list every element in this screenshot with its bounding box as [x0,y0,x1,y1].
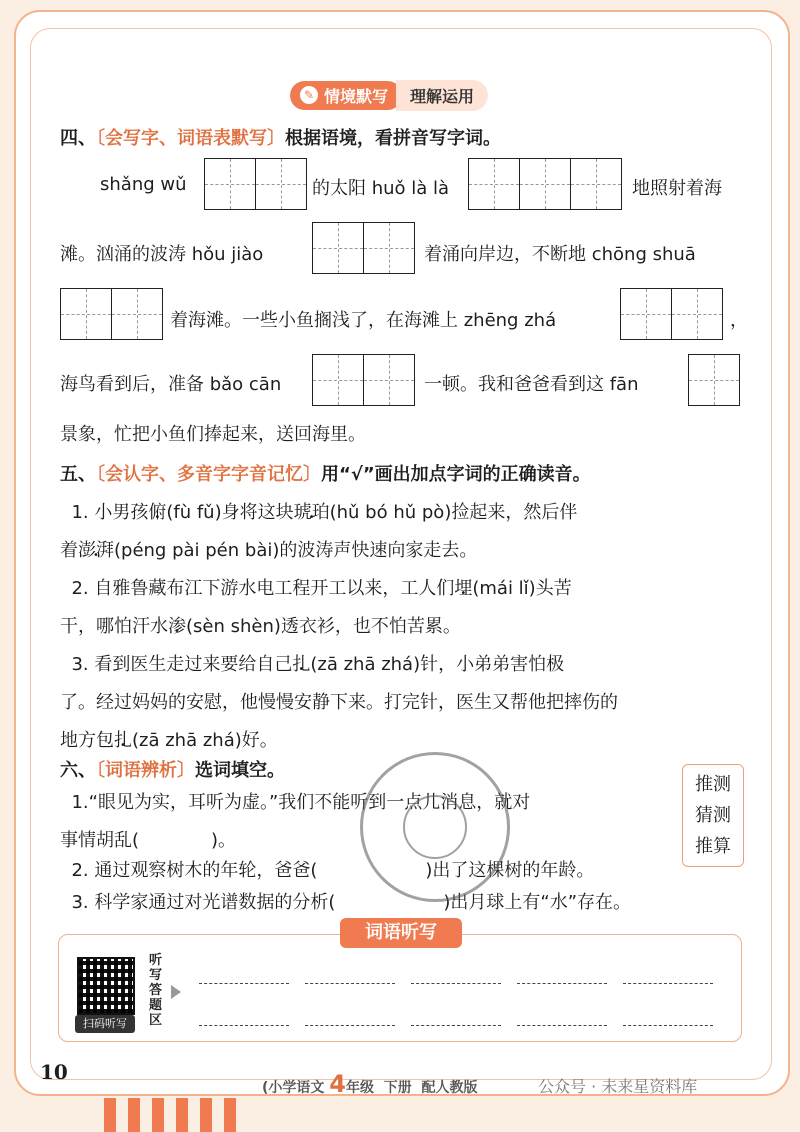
q4-text-8: 一顿。我和爸爸看到这 fān [424,374,639,395]
pinyin-options[interactable]: (zā zhā zhá)针，小弟弟害怕极 [310,654,565,675]
answer-grid[interactable] [468,158,622,210]
fill-blank[interactable]: 3. 科学家通过对光谱数据的分析( )出月球上有“水”存在。 [71,892,632,913]
text: 了。经过妈妈的安慰，他慢慢安静下来。打完针，医生又帮他把摔伤的 [60,692,618,713]
grade-number: 4 [329,1070,346,1098]
page-number: 10 [40,1060,68,1084]
dictation-area-label: 听写答题区 [149,953,163,1028]
book-info: (小学语文 4年级 下册 配人教版 [262,1070,478,1098]
q5-item-3 [60,646,740,760]
q4-text-7: 海鸟看到后，准备 bǎo cān [60,374,282,395]
text: 1.“眼见为实，耳听为虚。”我们不能听到一点儿消息，就对 [71,792,531,813]
q6-title [60,756,285,782]
q5-item-2 [60,570,740,646]
dotted-char: 渗 [168,616,186,637]
answer-line[interactable] [623,1025,713,1026]
watermark: 公众号 · 未来星资料库 [538,1077,698,1096]
arrow-right-icon [171,985,181,999]
answer-line[interactable] [199,983,289,984]
q4-text-4: 着涌向岸边，不断地 chōng shuā [424,244,696,265]
fill-blank[interactable]: 事情胡乱( )。 [60,830,237,851]
dotted-word: 琥珀 [293,502,330,523]
pinyin-options[interactable]: (péng pài pén bài)的波涛声快速向家走去。 [114,540,478,561]
answer-line[interactable] [517,1025,607,1026]
word-choices-box [682,764,744,867]
answer-grid[interactable] [204,158,307,210]
section-header [290,80,488,110]
pencil-icon: ✎ [300,86,318,104]
pinyin-options[interactable]: (zā zhā zhá)好。 [132,730,278,751]
q5-number: 五、 [60,464,96,485]
q5-item-1 [60,494,740,570]
dictation-box [58,934,742,1042]
dotted-char: 扎 [292,654,311,675]
decorative-bars [104,1098,236,1132]
answer-line[interactable] [305,983,395,984]
q5-instruction: 用“√”画出加点字词的正确读音。 [321,464,591,485]
dotted-char: 埋 [454,578,473,599]
answer-grid[interactable] [688,354,740,406]
pinyin-options[interactable]: (hǔ bó hǔ pò)捡起来，然后伴 [329,502,578,523]
dotted-char: 俯 [148,502,167,523]
q4-title [60,124,501,150]
q6-tag: 〔词语辨析〕 [96,760,195,781]
answer-grid[interactable] [60,288,163,340]
fill-blank[interactable]: 2. 通过观察树木的年轮，爸爸( )出了这棵树的年龄。 [71,860,595,881]
pinyin-options[interactable]: (sèn shèn)透衣衫，也不怕苦累。 [186,616,461,637]
text: 1. 小男孩 [71,502,149,523]
answer-line[interactable] [623,983,713,984]
answer-grid[interactable] [312,354,415,406]
qr-code-icon[interactable] [77,957,135,1015]
q4-text-5: 着海滩。一些小鱼搁浅了，在海滩上 zhēng zhá [170,310,557,331]
dictation-title: 词语听写 [340,918,462,948]
q4-instruction: 根据语境，看拼音写字词。 [285,128,501,149]
q4-text-2: 地照射着海 [632,178,722,199]
pinyin-options[interactable]: (mái lǐ)头苦 [472,578,572,599]
q5-tag: 〔会认字、多音字字音记忆〕 [96,464,321,485]
header-tab-label: 情境默写 [324,86,389,106]
seal-stamp [360,752,510,902]
text: 3. 看到医生走过来要给自己 [71,654,293,675]
answer-grid[interactable] [620,288,723,340]
answer-line[interactable] [411,983,501,984]
q6-number: 六、 [60,760,96,781]
term: 下册 [383,1080,412,1096]
q6-instruction: 选词填空。 [195,760,285,781]
q5-title [60,460,591,486]
header-tab [290,81,402,110]
edition: 配人教版 [421,1080,478,1096]
choice-word: 猜测 [695,805,731,826]
q4-number: 四、 [60,128,96,149]
answer-line[interactable] [305,1025,395,1026]
q4-text-6: ， [730,310,748,331]
dotted-word: 澎湃 [78,540,114,561]
q4-text-9: 景象，忙把小鱼们捧起来，送回海里。 [60,424,366,445]
q4-tag: 〔会写字、词语表默写〕 [96,128,285,149]
q4-text-1: 的太阳 huǒ là là [312,178,450,199]
answer-line[interactable] [199,1025,289,1026]
answer-grid[interactable] [312,222,415,274]
dotted-char: 扎 [114,730,132,751]
qr-label: 扫码听写 [75,1015,135,1033]
answer-line[interactable] [517,983,607,984]
text: 2. 自雅鲁藏布江下游水电工程开工以来，工人们 [71,578,455,599]
text: 着 [60,540,78,561]
choice-word: 推算 [695,836,731,857]
q4-pinyin-1: shǎng wǔ [100,174,187,195]
choice-word: 推测 [695,774,731,795]
answer-line[interactable] [411,1025,501,1026]
header-section: 理解运用 [396,80,488,111]
subject: 小学语文 [268,1080,325,1096]
pinyin-options[interactable]: (fù fǔ)身将这块 [166,502,294,523]
text: 地方包 [60,730,114,751]
grade-label: 年级 [345,1080,374,1096]
text: 干，哪怕汗水 [60,616,168,637]
q4-text-3: 滩。汹涌的波涛 hǒu jiào [60,244,264,265]
